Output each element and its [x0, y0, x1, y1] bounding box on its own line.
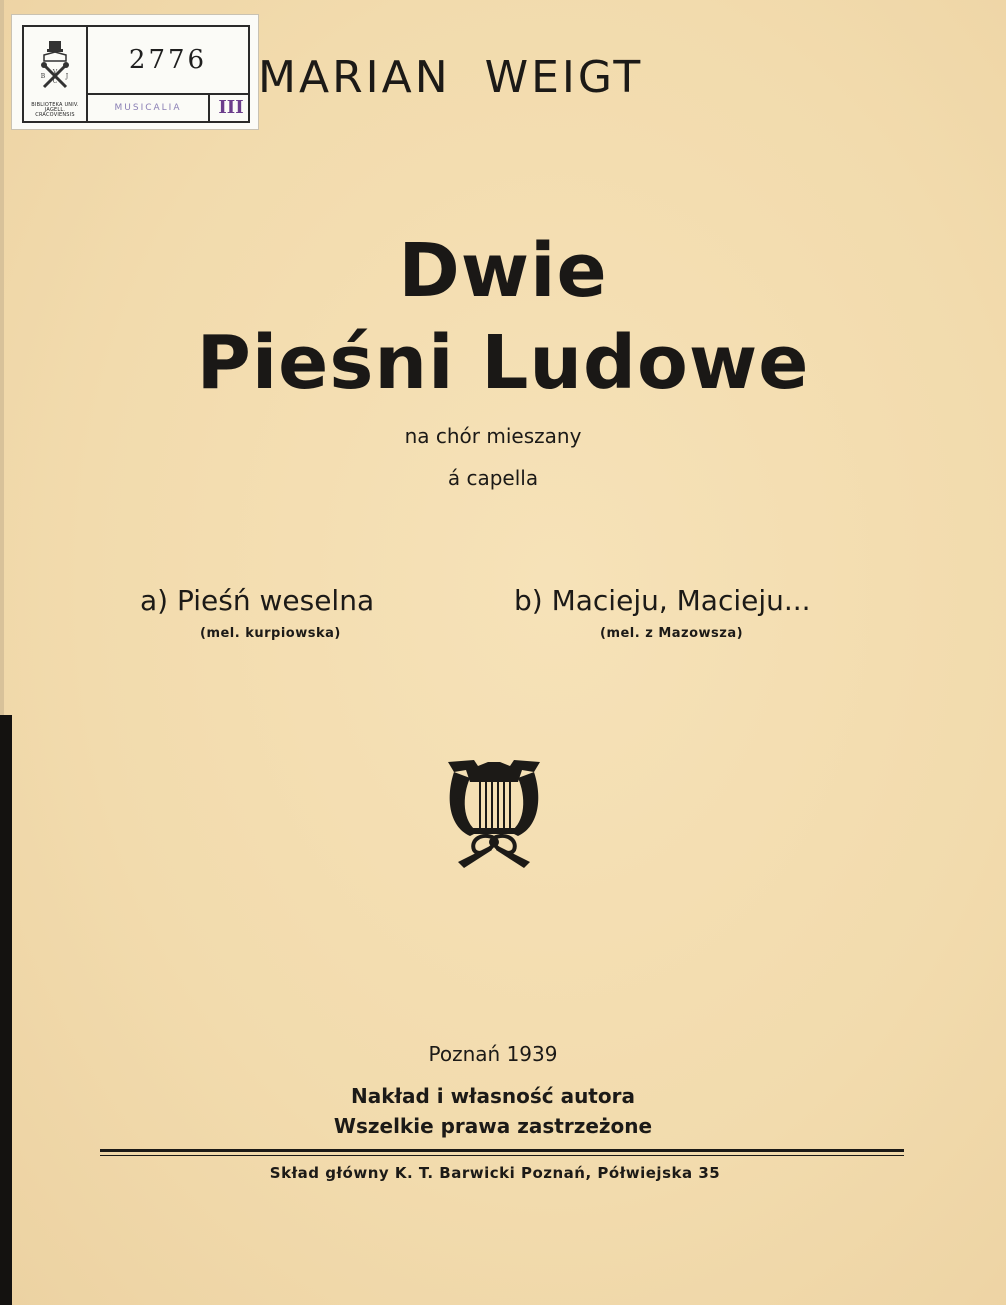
svg-text:V: V [52, 69, 58, 76]
title-line-1: Dwie [398, 228, 608, 314]
library-crest [24, 27, 88, 121]
song-b-melody: (mel. z Mazowsza) [600, 626, 744, 641]
title-line-2: Pieśni Ludowe [196, 320, 810, 406]
song-a-title: a) Pieśń weselna [140, 584, 375, 617]
shelf-mark: III [218, 97, 244, 118]
lyre-icon [444, 756, 544, 874]
divider-thin [100, 1155, 904, 1156]
divider-thick [100, 1149, 904, 1152]
distributor-line: Skład główny K. T. Barwicki Poznań, Półwiejska 35 [269, 1164, 721, 1182]
svg-text:J: J [65, 73, 69, 80]
library-label [11, 14, 259, 130]
collection-stamp: MUSICALIA [88, 95, 210, 121]
svg-text:B: B [40, 73, 46, 80]
subtitle-line-1: na chór mieszany [404, 424, 582, 448]
catalog-number: 2776 [88, 27, 248, 95]
song-a-melody: (mel. kurpiowska) [200, 626, 341, 641]
library-name: BIBLIOTEKA UNIV. JAGELL. CRACOVIENSIS [31, 102, 79, 118]
place-and-year: Poznań 1939 [428, 1042, 558, 1066]
subtitle-line-2: á capella [447, 466, 539, 490]
svg-text:C: C [52, 78, 58, 85]
copyright-note: Wszelkie prawa zastrzeżone [333, 1114, 653, 1138]
crest-icon [38, 41, 72, 99]
binding-edge [0, 715, 12, 1305]
song-b-title: b) Macieju, Macieju... [514, 584, 811, 617]
author-name: MARIAN WEIGT [258, 52, 644, 103]
publisher-note: Nakład i własność autora [351, 1084, 635, 1108]
label-frame [22, 25, 250, 123]
